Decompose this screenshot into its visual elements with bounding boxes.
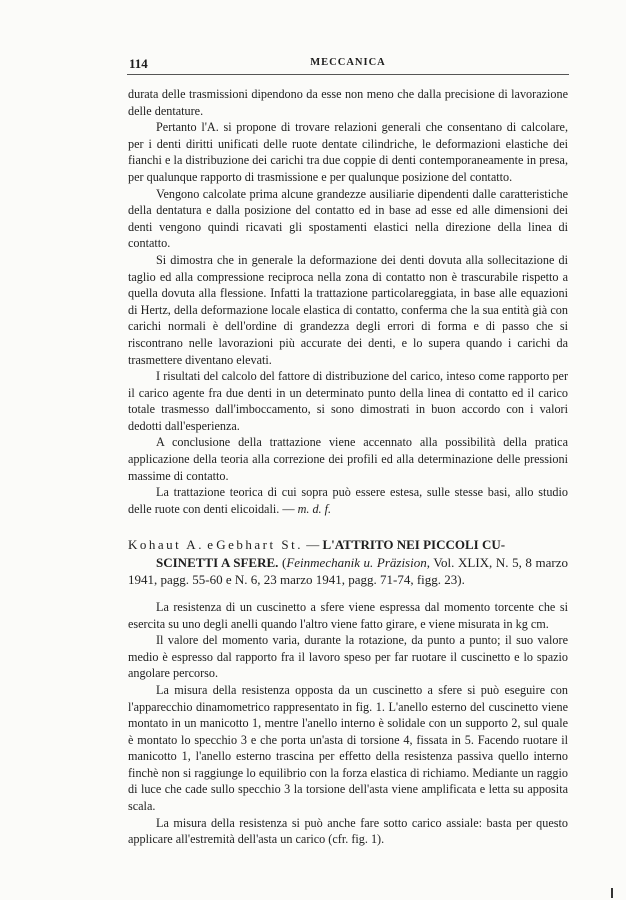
header-rule — [127, 74, 569, 75]
scan-mark — [611, 888, 613, 898]
review-heading: Kohaut A. e Gebhart St. — L'ATTRITO NEI PICCOLI CU- SCINETTI A SFERE. (Feinmechanik u. Präzision, Vol. XLIX, N. 5, 8 marzo 1941, pagg. 55-60 e N. 6, 23 marzo 1941, pagg. 71-74, figg. 23). — [128, 537, 568, 588]
review-title-cont: SCINETTI A SFERE. — [156, 554, 279, 570]
paragraph-text: La trattazione teorica di cui sopra può essere estesa, sulle stesse basi, allo studio delle ruote con denti elicoidali. — — [128, 485, 568, 516]
paragraph: La misura della resistenza opposta da un cuscinetto a sfere si può eseguire con l'apparecchio dinamometrico rappresentato in fig. 1. L'anello esterno del cuscinetto viene montato in un manicotto 1, mentre l'anello interno è solidale con un supporto 2, sul quale è montato lo specchio 3 e che porta un'asta di torsione 4, fissata in 5. Facendo ruotare il manicotto 1, l'anello esterno trascina per effetto della resistenza passiva quello interno finchè non si raggiunge lo equilibrio con la forza elastica di richiamo. Mediante un raggio di luce che cade sullo specchio 3 la torsione dell'asta viene amplificata e letta su apposita scala. — [128, 682, 568, 814]
review-source-details: , Vol. XLIX, N. 5, 8 marzo 1941, pagg. 55-60 e N. 6, 23 marzo 1941, pagg. 71-74, figg. 23). — [128, 554, 568, 588]
paragraph: Vengono calcolate prima alcune grandezze ausiliarie dipendenti dalle caratteristiche della dentatura e dalla posizione del contatto ed in base ad esse ed alle dimensioni dei denti vengono quindi ricavati gli spostamenti elastici nella direzione della linea di contatto. — [128, 186, 568, 251]
paragraph: A conclusione della trattazione viene accennato alla possibilità della pratica applicazione della teoria alla correzione dei profili ed alla determinazione delle pressioni massime di contatto. — [128, 435, 568, 483]
running-title: MECCANICA — [310, 57, 386, 68]
paragraph: Pertanto l'A. si propone di trovare relazioni generali che consentano di calcolare, per i denti diritti unificati delle ruote dentate cilindriche, le deformazioni elastiche dei fianchi e la distribuzione dei carichi tra due coppie di denti contemporaneamente in presa, per qualunque rapporto di trasmissione e per qualunque posizione del contatto. — [128, 120, 568, 184]
paragraph: Il valore del momento varia, durante la rotazione, da punto a punto; il suo valore medio è espresso dal rapporto fra il lavoro speso per far ruotare il cuscinetto e lo spazio angolare percorso. — [128, 633, 568, 681]
text-column — [128, 86, 568, 848]
review-source-journal: Feinmechanik u. Präzision — [286, 554, 427, 570]
paragraph: Si dimostra che in generale la deformazione dei denti dovuta alla sollecitazione di taglio ed alla compressione reciproca nella zona di contatto non è trascurabile rispetto a quella dovuta alla flessione. Infatti la trattazione particolareggiata, in base alle equazioni di Hertz, della deformazione locale elastica di contatto, conferma che la sua entità già con carichi normali è dell'ordine di grandezza degli errori di forma e di passo che si riscontrano nelle lavorazioni più accurate dei denti, e lo supera quando i carichi da trasmettere diventano elevati. — [128, 252, 568, 367]
paragraph: La misura della resistenza si può anche fare sotto carico assiale: basta per questo applicare all'estremità dell'asta un carico (cfr. fig. 1). — [128, 815, 568, 847]
paragraph: I risultati del calcolo del fattore di distribuzione del carico, inteso come rapporto per il carico agente fra due denti in un determinato punto della linea di contatto ed il carico totale trasmesso dall'imboccamento, si sono dimostrati in buon accordo con i valori dedotti dall'esperienza. — [128, 369, 568, 433]
paragraph: durata delle trasmissioni dipendono da esse non meno che dalla precisione di lavorazione delle dentature. — [128, 87, 568, 118]
review-author: Gebhart St. — [216, 537, 303, 553]
review-conjunction: e — [207, 537, 213, 553]
paragraph: La resistenza di un cuscinetto a sfere viene espressa dal momento torcente che si esercita su uno degli anelli quando l'altro viene fatto girare, e viene misurata in kg cm. — [128, 599, 568, 631]
paragraph-with-signature — [128, 484, 568, 517]
page-header — [129, 56, 567, 74]
review-dash: — — [306, 537, 320, 553]
review-title: L'ATTRITO NEI PICCOLI CU- — [322, 537, 506, 553]
page-number: 114 — [129, 56, 148, 71]
reviewer-signature: m. d. f. — [297, 501, 332, 516]
review-author: Kohaut A. — [128, 537, 204, 553]
